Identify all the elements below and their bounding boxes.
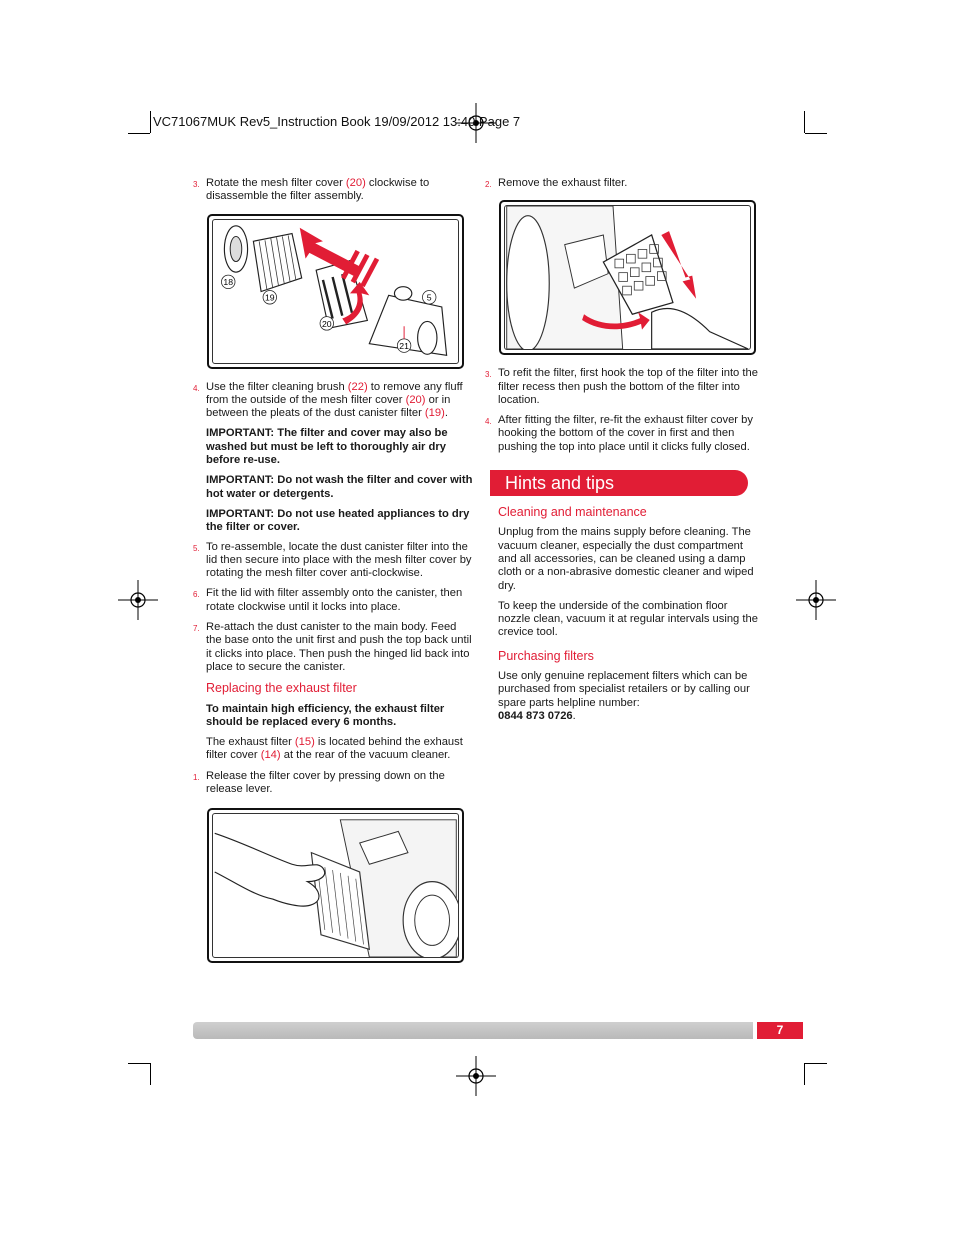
filter-assembly-illustration [207, 214, 464, 369]
registration-mark-bottom [456, 1056, 496, 1096]
right-column [485, 177, 761, 730]
remove-filter-diagram [505, 206, 750, 349]
exhaust-step-1: 1. Release the filter cover by pressing down on the release lever. [193, 769, 445, 796]
crop-mark [128, 133, 150, 134]
part-reference: (19) [424, 407, 445, 420]
helpline-number: 0844 873 0726 [498, 709, 573, 722]
purchasing-paragraph: Use only genuine replacement filters which can be purchased from specialist retailers or by calling our spare parts helpline number: 0844 873 0726. [498, 670, 750, 722]
section-heading: Replacing the exhaust filter [206, 681, 357, 696]
step-number: 3. [193, 180, 200, 189]
step-7: 7. Re-attach the dust canister to the main body. Feed the base onto the unit first and push the top back until it clicks into place. Then push the hinged lid back into place to secure the canister. [193, 621, 472, 673]
callout-21: 21 [399, 340, 409, 351]
remove-filter-illustration [499, 200, 756, 355]
exhaust-step-3: 3. To refit the filter, first hook the top of the filter into the filter recess then push the bottom of the filter into location. [485, 367, 758, 406]
registration-mark-right [796, 580, 836, 620]
exhaust-step-2: 2. Remove the exhaust filter. [485, 177, 628, 189]
callout-5: 5 [426, 292, 432, 303]
crop-mark [804, 111, 805, 133]
exhaust-step-4: 4. After fitting the filter, re-fit the exhaust filter cover by hooking the bottom of the cover in first and then pushing the top into place until it clicks fully closed. [485, 414, 753, 453]
callout-19: 19 [264, 292, 275, 303]
crop-mark [804, 1063, 805, 1085]
step-4: 4. Use the filter cleaning brush (22) to remove any fluff from the outside of the mesh filter cover (20) or in between the pleats of the dust canister filter (19). [193, 380, 463, 420]
cleaning-paragraph: Unplug from the mains supply before cleaning. The vacuum cleaner, especially the dust compartment and all accessories, can be cleaned using a damp cloth or a non-abrasive domestic cleaner and wiped dry. [498, 526, 754, 592]
part-reference: (15) [294, 736, 315, 749]
registration-mark-left [118, 580, 158, 620]
crop-mark [150, 111, 151, 133]
hints-and-tips-banner: Hints and tips [490, 470, 748, 496]
part-reference: (20) [405, 393, 426, 406]
crop-mark [128, 1063, 150, 1064]
step-5: 5. To re-assemble, locate the dust canister filter into the lid then secure into place with the mesh filter cover by rotating the mesh filter cover anti-clockwise. [193, 540, 472, 580]
part-reference: (22) [347, 380, 368, 393]
crop-mark [805, 133, 827, 134]
efficiency-note: To maintain high efficiency, the exhaust filter should be replaced every 6 months. [206, 702, 445, 728]
page-number: 7 [757, 1022, 803, 1039]
print-slug: VC71067MUK Rev5_Instruction Book 19/09/2012 13:40 Page 7 [153, 114, 521, 129]
part-reference: (20) [345, 177, 366, 189]
callout-18: 18 [223, 276, 234, 287]
step-6: 6. Fit the lid with filter assembly onto the canister, then rotate clockwise until it locks into place. [193, 587, 463, 613]
step-3: 3. Rotate the mesh filter cover (20) clockwise to disassemble the filter assembly. [193, 177, 430, 203]
important-note: IMPORTANT: The filter and cover may also be washed but must be left to thoroughly air dry before re-use. [206, 427, 448, 467]
section-heading: Purchasing filters [498, 648, 594, 663]
callout-20: 20 [321, 318, 332, 329]
important-note: IMPORTANT: Do not use heated appliances to dry the filter or cover. [206, 507, 470, 534]
cleaning-paragraph: To keep the underside of the combination floor nozzle clean, vacuum it at regular intervals using the crevice tool. [498, 599, 758, 639]
left-column [193, 177, 473, 975]
footer-bar [193, 1022, 753, 1039]
part-reference: (14) [260, 749, 281, 762]
exhaust-filter-location: The exhaust filter (15) is located behind the exhaust filter cover (14) at the rear of the vacuum cleaner. [206, 736, 463, 762]
filter-diagram [213, 220, 458, 363]
crop-mark [150, 1063, 151, 1085]
section-heading: Cleaning and maintenance [498, 505, 647, 520]
important-note: IMPORTANT: Do not wash the filter and cover with hot water or detergents. [206, 474, 473, 500]
crop-mark [805, 1063, 827, 1064]
release-cover-diagram [213, 814, 458, 957]
release-cover-illustration [207, 808, 464, 963]
